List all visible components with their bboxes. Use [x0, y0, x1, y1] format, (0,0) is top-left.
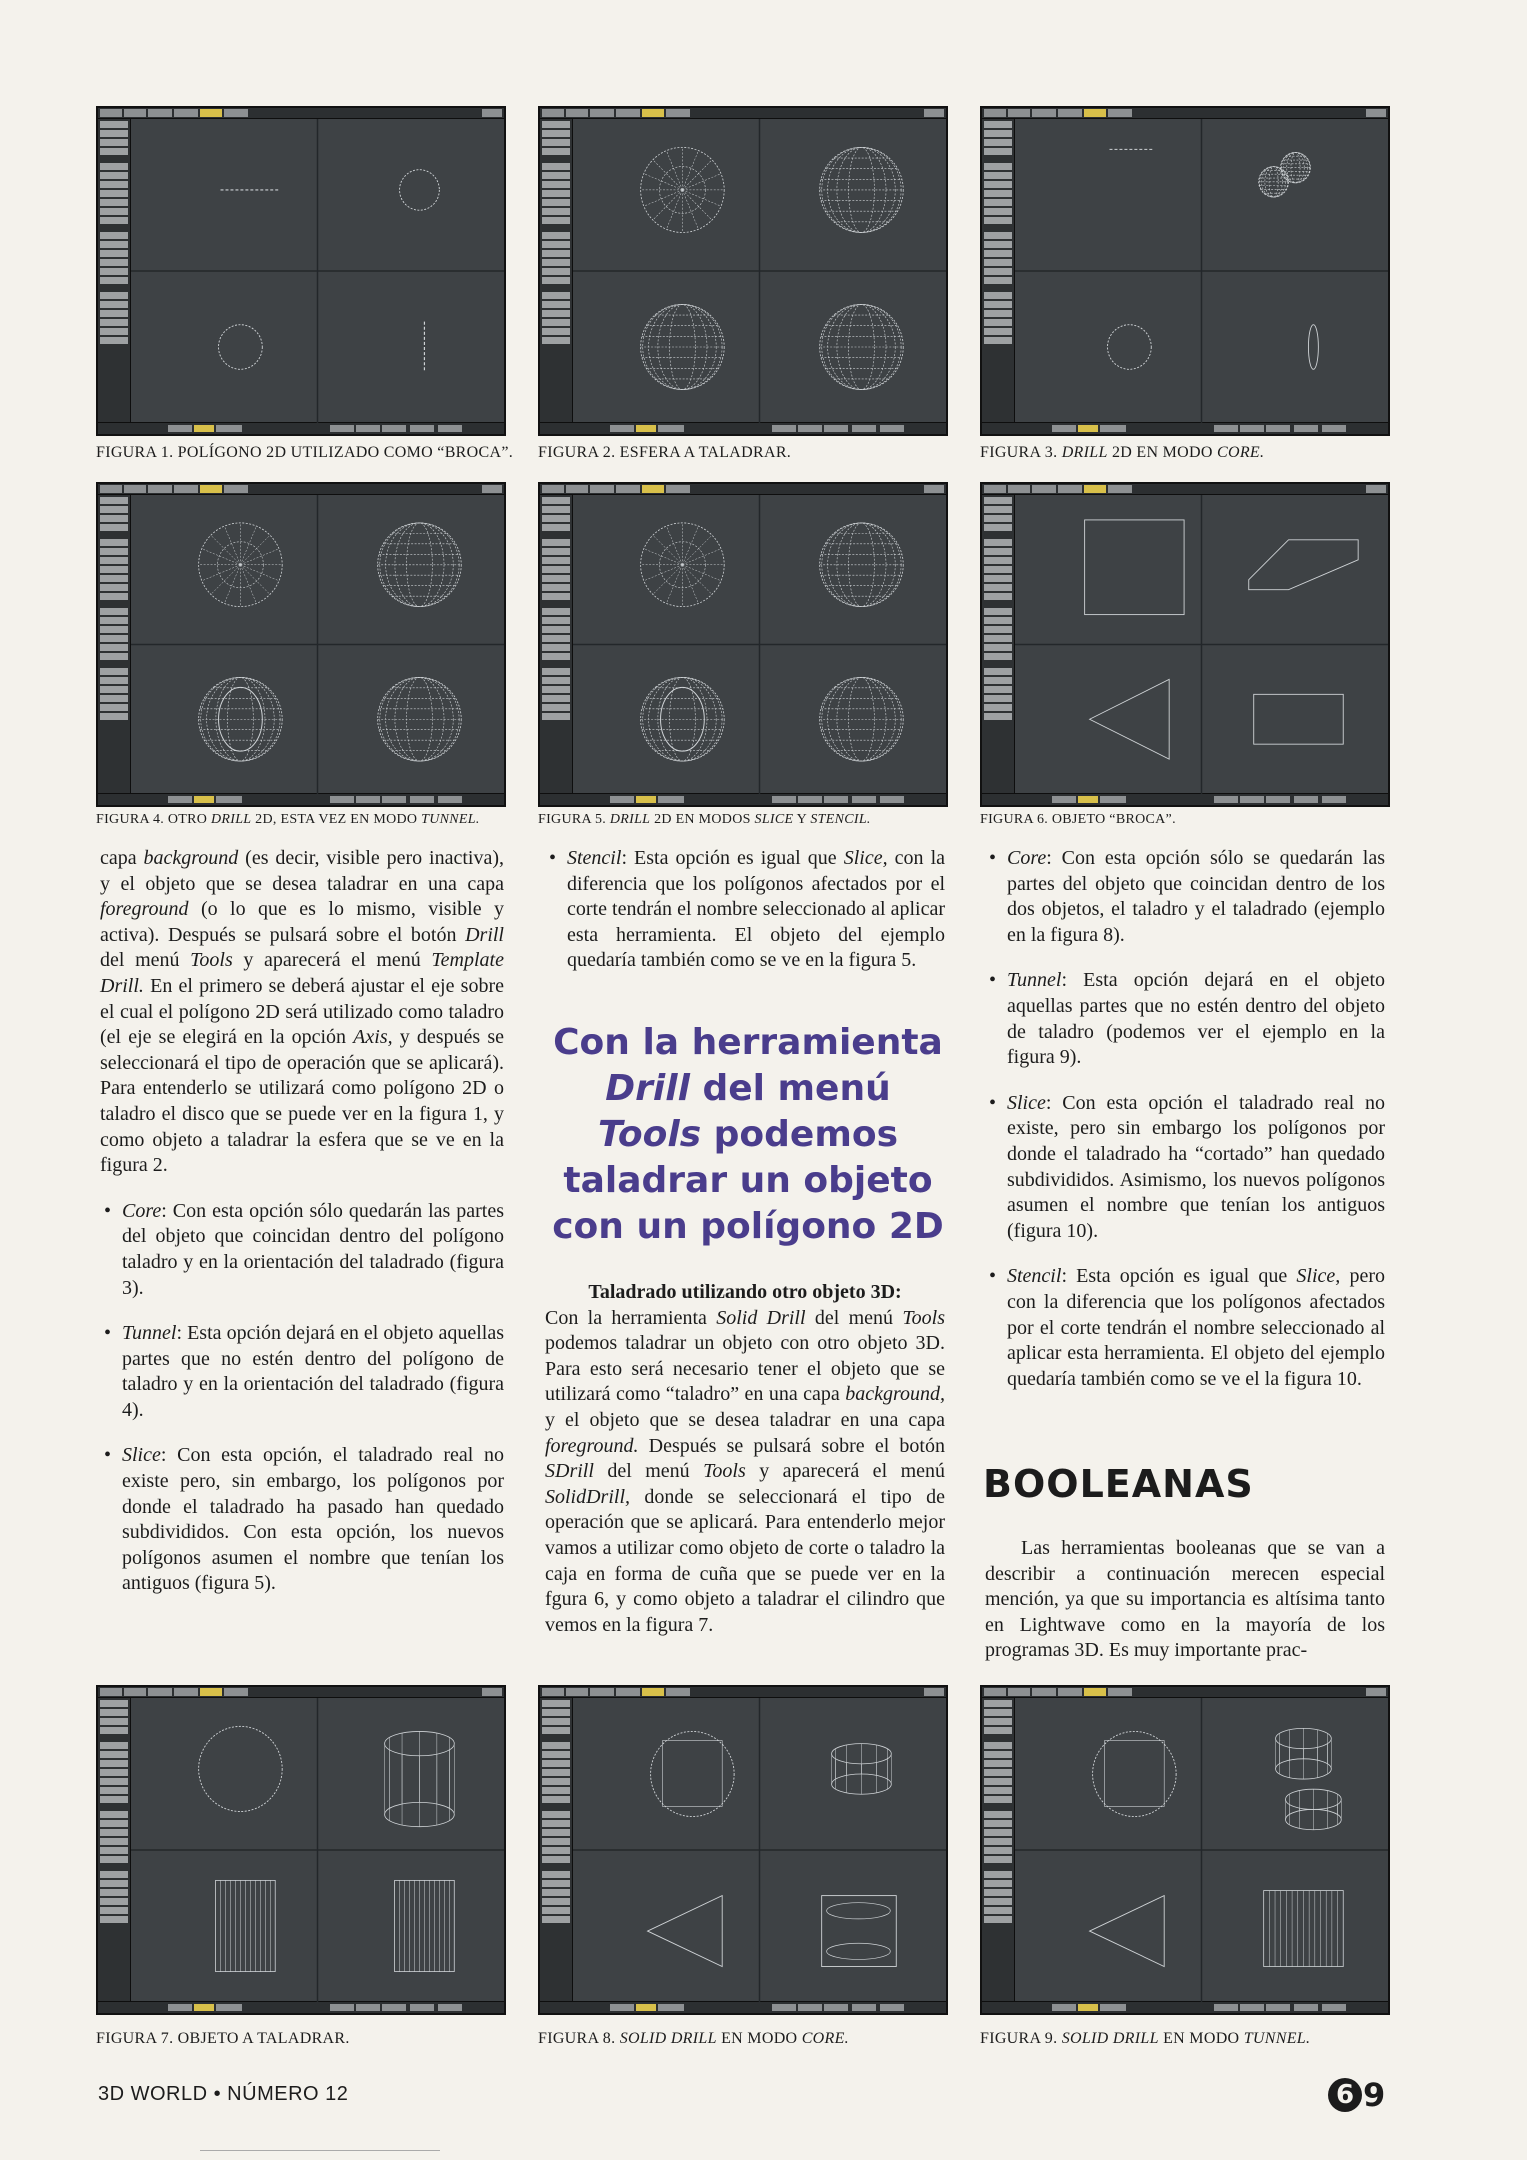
text-run: : Con esta opción sólo se quedarán las partes del objeto que coincidan dentro de los dos objetos, el taladro y el taladrado (ejemplo en la figura 8). [1007, 847, 1385, 946]
viewport [573, 1698, 946, 2002]
bullet-item [545, 846, 945, 974]
figure-caption [980, 2030, 1310, 2048]
status-bar [98, 793, 504, 805]
text-run: Con la herramienta [545, 1306, 717, 1329]
bullet-item [100, 1199, 504, 1301]
text-run: foreground. [545, 1434, 639, 1457]
bullet-list [100, 1199, 504, 1597]
caption-run: TUNNEL. [1243, 2030, 1311, 2047]
screenshot [538, 106, 948, 436]
text-run: Tools [902, 1306, 945, 1329]
screenshot [96, 1685, 506, 2015]
caption-run: FIGURA 6. OBJETO “BROCA”. [980, 812, 1176, 827]
menu-bar [98, 484, 504, 495]
menu-bar [982, 1687, 1388, 1698]
menu-bar [982, 108, 1388, 119]
status-bar [540, 422, 946, 434]
text-run: background [143, 847, 239, 869]
caption-run: TUNNEL. [421, 812, 480, 827]
text-run: : Con esta opción el taladrado real no existe, pero sin embargo los polígonos por donde el taladrado ha “cortado” han quedado subdivididos. Asimismo, los nuevos polígonos asumen el nombre que tenían los antiguos (figura 10). [1007, 1091, 1385, 1242]
bullet-list [985, 846, 1385, 1392]
column-2 [545, 846, 945, 974]
viewport [573, 495, 946, 794]
caption-run: FIGURA 1. POLÍGONO 2D UTILIZADO COMO “BROCA”. [96, 444, 514, 461]
figure-caption [96, 812, 480, 828]
caption-run: CORE. [1217, 444, 1265, 461]
text-run: capa [100, 847, 144, 869]
caption-run: FIGURA 7. OBJETO A TALADRAR. [96, 2030, 350, 2047]
status-bar [540, 793, 946, 805]
status-bar [982, 2001, 1388, 2013]
column-2-lower [545, 1280, 945, 1638]
tool-sidebar [540, 1698, 573, 2002]
status-bar [982, 422, 1388, 434]
figure-caption [96, 2030, 350, 2048]
text-run: del menú [100, 949, 191, 972]
text-run: (o lo que es lo mismo, visible y activa). Después se pulsará sobre el botón [100, 898, 504, 946]
tool-sidebar [98, 1698, 131, 2002]
tool-sidebar [98, 119, 131, 423]
body-paragraph [545, 1306, 945, 1639]
text-run: SolidDrill, [545, 1485, 631, 1508]
screenshot [980, 106, 1390, 436]
wireframe-views [131, 119, 504, 423]
text-run: con la diferencia que los polígonos afectados por el corte tendrán el nombre seleccionado al aplicar esta herramienta. El objeto del ejemplo quedaría también como se ve en la figura 5. [567, 847, 946, 972]
text-run: background, [845, 1383, 945, 1406]
text-run: Slice [122, 1444, 161, 1467]
text-run: Template Drill. [100, 949, 504, 997]
tool-sidebar [540, 495, 573, 794]
text-run: (es decir, visible pero inactiva), y el objeto que se desea taladrar en una capa [100, 847, 504, 895]
screenshot [980, 482, 1390, 807]
text-run: Stencil [567, 847, 622, 869]
viewport [131, 495, 504, 794]
screenshot [96, 482, 506, 807]
tool-sidebar [98, 495, 131, 794]
text-run: y aparecerá el menú [232, 949, 432, 972]
pull-quote [548, 1020, 948, 1250]
text-run: Core [1007, 847, 1047, 869]
status-bar [98, 2001, 504, 2013]
viewport [131, 119, 504, 423]
text-run: Con la herramienta [553, 1022, 943, 1063]
text-run: : Esta opción es igual que [621, 847, 844, 869]
menu-bar [540, 108, 946, 119]
text-run: Solid Drill [716, 1306, 806, 1329]
text-run: Slice, [843, 847, 888, 869]
text-run: Tools [597, 1114, 702, 1155]
menu-bar [982, 484, 1388, 495]
wireframe-views [131, 1698, 504, 2002]
caption-run: DRILL [609, 812, 651, 827]
text-run: foreground [100, 898, 189, 921]
text-run: Después se pulsará sobre el botón [638, 1434, 945, 1457]
caption-run: SOLID DRILL [1061, 2030, 1159, 2047]
viewport [573, 119, 946, 423]
bullet-item [985, 846, 1385, 948]
menu-bar [98, 1687, 504, 1698]
caption-run: FIGURA 2. ESFERA A TALADRAR. [538, 444, 792, 461]
text-run: : Con esta opción sólo quedarán las partes del objeto que coincidan dentro del polígono taladro y en la orientación del taladrado (figura 3). [122, 1199, 504, 1299]
page-number-circle: 6 [1328, 2078, 1362, 2112]
screenshot [980, 1685, 1390, 2015]
figure-caption [980, 812, 1176, 828]
caption-run: Y [793, 812, 811, 827]
screenshot [96, 106, 506, 436]
text-run: Slice, [1296, 1265, 1341, 1288]
bullet-item [100, 1321, 504, 1423]
text-run: : Esta opción es igual que [1061, 1265, 1297, 1288]
wireframe-views [1015, 495, 1388, 794]
menu-bar [540, 1687, 946, 1698]
wireframe-views [573, 495, 946, 794]
column-3 [985, 846, 1385, 1392]
tool-sidebar [982, 495, 1015, 794]
wireframe-views [1015, 119, 1388, 423]
tool-sidebar [982, 1698, 1015, 2002]
text-run: Tools [190, 949, 233, 972]
text-run: : Esta opción dejará en el objeto aquellas partes que no estén dentro del polígono de taladro y en la orientación del taladrado (figura 4). [122, 1322, 504, 1421]
text-run: del menú [593, 1460, 704, 1483]
caption-run: 2D EN MODO [1107, 444, 1218, 461]
bullet-list [545, 846, 945, 974]
figure-caption [980, 444, 1264, 462]
menu-bar [98, 108, 504, 119]
text-run: Tunnel [122, 1322, 177, 1345]
status-bar [982, 793, 1388, 805]
body-paragraph [100, 846, 504, 1179]
text-run: Axis, [353, 1026, 393, 1049]
bullet-item [100, 1443, 504, 1597]
bullet-item [985, 968, 1385, 1070]
caption-run: FIGURA 9. [980, 2030, 1062, 2047]
page-number [1328, 2074, 1385, 2114]
bullet-item [985, 1264, 1385, 1392]
text-run: donde se seleccionará el tipo de operación que se aplicará. Para entenderlo mejor vamos a utilizar como objeto de corte o taladro la caja en forma de cuña que se puede ver en la fgura 6, y como objeto a taladrar el cilindro que vemos en la figura 7. [545, 1485, 945, 1636]
text-run: : Esta opción dejará en el objeto aquellas partes que no estén dentro del objeto de taladro (podemos ver el ejemplo en la figura 9). [1007, 969, 1385, 1069]
subheading: Taladrado utilizando otro objeto 3D: [588, 1281, 902, 1303]
figure-caption [96, 444, 513, 462]
menu-bar [540, 484, 946, 495]
text-run: del menú [689, 1068, 891, 1109]
text-run: y el objeto que se desea taladrar en una capa [545, 1408, 945, 1431]
caption-run: 2D, ESTA VEZ EN MODO [251, 812, 422, 827]
caption-run: 2D EN MODOS [650, 812, 755, 827]
text-run: Tunnel [1007, 969, 1062, 992]
text-run: Drill [605, 1068, 690, 1109]
figure-caption [538, 812, 871, 828]
status-bar [98, 422, 504, 434]
wireframe-views [131, 495, 504, 794]
wireframe-views [573, 119, 946, 423]
caption-run: EN MODO [1158, 2030, 1244, 2047]
column-1 [100, 846, 504, 1597]
tool-sidebar [982, 119, 1015, 423]
figure-caption [538, 444, 791, 462]
text-run: pero con la diferencia que los polígonos afectados por el corte tendrán el nombre seleccionado al aplicar esta herramienta. El objeto del ejemplo quedaría también como se ve el la figura 10. [1007, 1265, 1386, 1390]
caption-run: FIGURA 5. [538, 812, 610, 827]
bullet-item [985, 1091, 1385, 1245]
caption-run: SLICE [754, 812, 794, 827]
text-run: Slice [1007, 1091, 1046, 1114]
viewport [1015, 495, 1388, 794]
caption-run: DRILL [210, 812, 252, 827]
viewport [131, 1698, 504, 2002]
wireframe-views [573, 1698, 946, 2002]
text-run: Tools [703, 1460, 746, 1483]
caption-run: FIGURA 3. [980, 444, 1062, 461]
text-run: del menú [805, 1306, 903, 1329]
screenshot [538, 1685, 948, 2015]
caption-run: EN MODO [716, 2030, 802, 2047]
caption-run: FIGURA 4. OTRO [96, 812, 211, 827]
text-run: SDrill [545, 1460, 594, 1483]
caption-run: STENCIL. [810, 812, 871, 827]
text-run: En el primero se deberá ajustar el eje sobre el cual el polígono 2D será utilizado como taladro (el eje se elegirá en la opción [100, 974, 504, 1049]
text-run: podemos taladrar un objeto con otro objeto 3D. Para esto será necesario tener el objeto que se utilizará como “taladro” en una capa [545, 1332, 945, 1406]
caption-run: CORE. [801, 2030, 849, 2047]
tool-sidebar [540, 119, 573, 423]
viewport [1015, 1698, 1388, 2002]
body-paragraph: Las herramientas booleanas que se van a describir a continuación merecen especial mención, ya que su importancia es altísima tanto en Lightwave como en la mayoría de los programas 3D. Es muy importante prac- [985, 1537, 1385, 1662]
status-bar [540, 2001, 946, 2013]
page-number-digit: 9 [1363, 2076, 1386, 2114]
caption-run: SOLID DRILL [619, 2030, 717, 2047]
text-run: Drill [465, 923, 504, 946]
text-run: podemos taladrar un objeto con un polígono 2D [552, 1114, 944, 1247]
text-run: Stencil [1007, 1265, 1062, 1288]
caption-run: DRILL [1061, 444, 1108, 461]
text-run: Core [122, 1199, 162, 1222]
figure-caption [538, 2030, 849, 2048]
text-run: y aparecerá el menú [745, 1460, 946, 1483]
column-3-lower [985, 1536, 1385, 1664]
viewport [1015, 119, 1388, 423]
footer-rule [200, 2150, 440, 2151]
caption-run: FIGURA 8. [538, 2030, 620, 2047]
text-run: y después se seleccionará el tipo de operación que se aplicará). Para entenderlo se utilizará como polígono 2D o taladro el disco que se puede ver en la figura 1, y como objeto a taladrar la esfera que se ve en la figura 2. [100, 1026, 504, 1177]
section-heading: BOOLEANAS [983, 1462, 1254, 1506]
footer-magazine: 3D WORLD • NÚMERO 12 [98, 2083, 349, 2105]
screenshot [538, 482, 948, 807]
text-run: : Con esta opción, el taladrado real no existe pero, sin embargo, los polígonos por donde el taladrado ha pasado han quedado subdivididos. Con esta opción, los nuevos polígonos asumen el nombre que tenían los antiguos (figura 5). [122, 1444, 504, 1595]
wireframe-views [1015, 1698, 1388, 2002]
